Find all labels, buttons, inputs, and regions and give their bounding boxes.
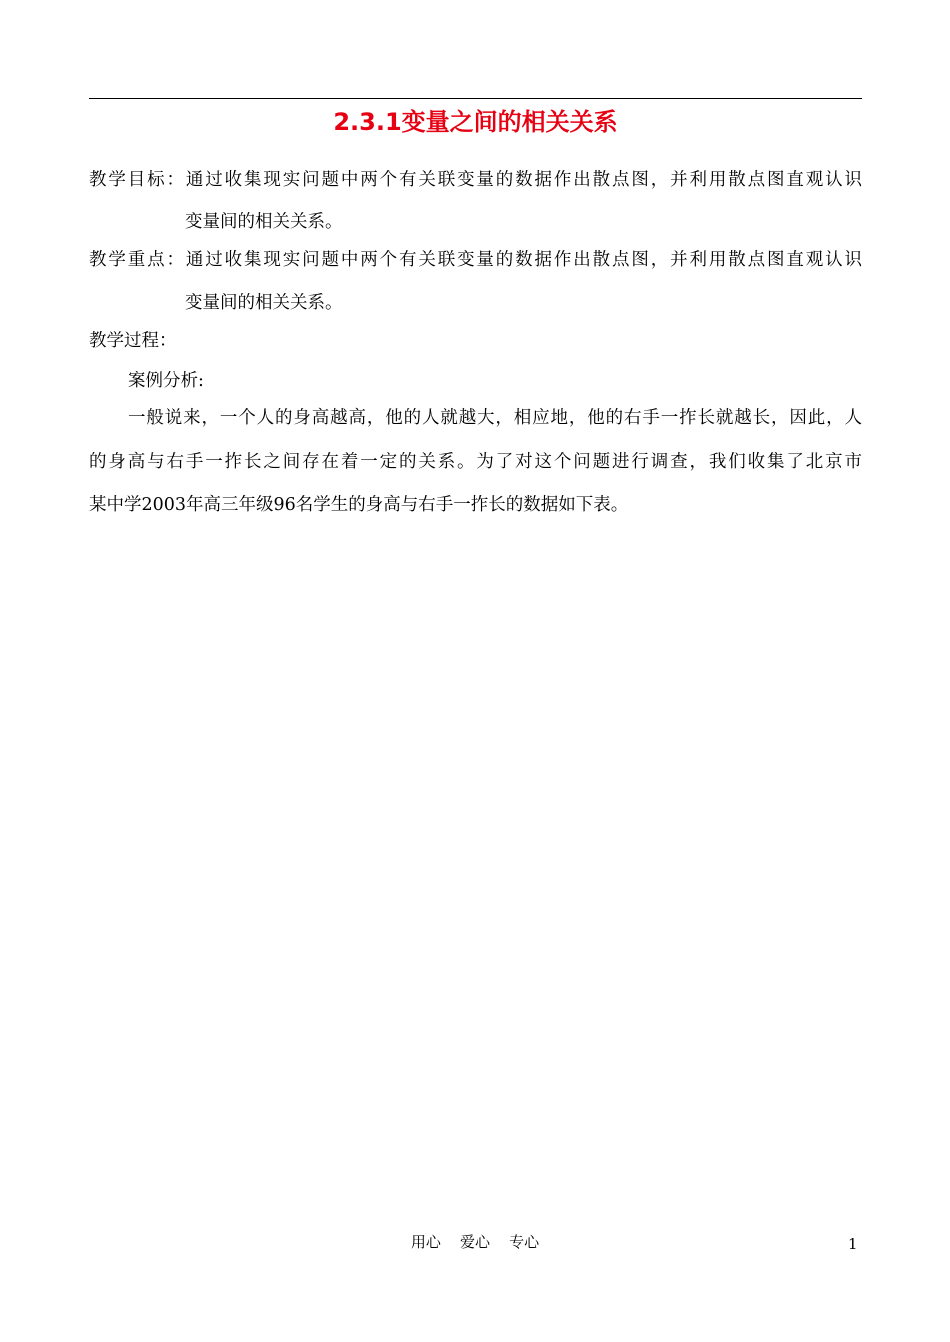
process-label: 教学过程： bbox=[89, 331, 177, 351]
footer-motto: 用心 爱心 专心 bbox=[410, 1233, 540, 1251]
objective-text-2: 变量间的相关关系。 bbox=[185, 212, 343, 232]
header-rule bbox=[89, 98, 862, 99]
page-title: 2.3.1变量之间的相关关系 bbox=[333, 108, 618, 136]
case-label: 案例分析: bbox=[128, 371, 204, 391]
objective-line-1 bbox=[89, 168, 862, 192]
paragraph-line-1: 一般说来，一个人的身高越高，他的人就越大，相应地，他的右手一拃长就越长，因此，人 bbox=[128, 408, 862, 428]
objective-text-1: 通过收集现实问题中两个有关联变量的数据作出散点图，并利用散点图直观认识 bbox=[185, 170, 862, 190]
objective-label: 教学目标： bbox=[89, 170, 186, 190]
keypoint-text-1: 通过收集现实问题中两个有关联变量的数据作出散点图，并利用散点图直观认识 bbox=[185, 250, 862, 270]
keypoint-line-1 bbox=[89, 248, 862, 272]
keypoint-label: 教学重点： bbox=[89, 250, 186, 270]
page-number: 1 bbox=[848, 1235, 858, 1253]
paragraph-line-3: 某中学2003年高三年级96名学生的身高与右手一拃长的数据如下表。 bbox=[89, 495, 629, 515]
paragraph-line-2: 的身高与右手一拃长之间存在着一定的关系。为了对这个问题进行调查，我们收集了北京市 bbox=[89, 452, 862, 472]
keypoint-text-2: 变量间的相关关系。 bbox=[185, 293, 343, 313]
